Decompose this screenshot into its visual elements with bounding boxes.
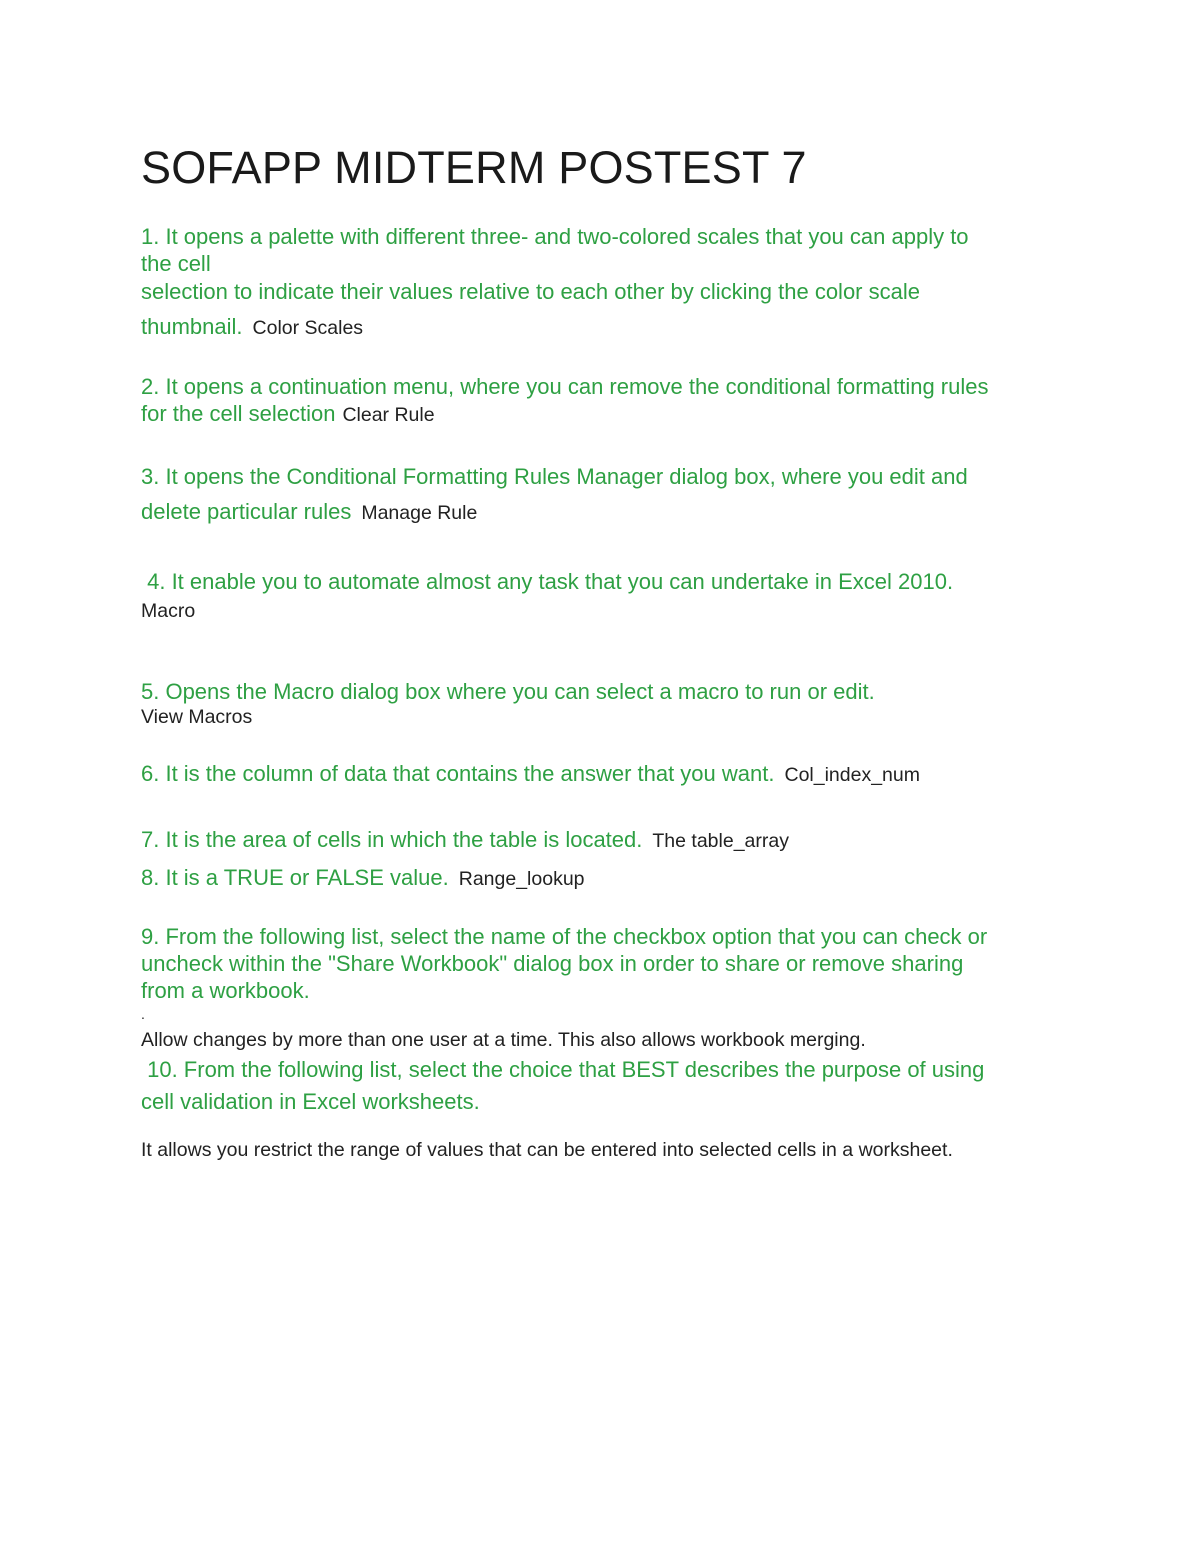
answer-10: It allows you restrict the range of values that can be entered into selected cells in a worksheet. [141, 1139, 953, 1161]
question-2-line-2-text: for the cell selection [141, 401, 336, 426]
answer-8: Range_lookup [458, 868, 585, 890]
question-4-line-1: 4. It enable you to automate almost any task that you can undertake in Excel 2010. [141, 569, 954, 594]
question-7-line-1-text: 7. It is the area of cells in which the table is located. [141, 827, 643, 852]
question-1-line-2: the cell [141, 251, 211, 276]
question-10-line-2: cell validation in Excel worksheets. [141, 1089, 480, 1114]
answer-9: Allow changes by more than one user at a time. This also allows workbook merging. [141, 1029, 866, 1051]
question-1-line-3: selection to indicate their values relative to each other by clicking the color scale [141, 279, 920, 304]
answer-6: Col_index_num [784, 764, 920, 786]
question-2-line-2 [141, 401, 435, 427]
answer-7: The table_array [652, 830, 789, 852]
question-9-line-1: 9. From the following list, select the name of the checkbox option that you can check or [141, 924, 988, 949]
question-1-line-1: 1. It opens a palette with different three- and two-colored scales that you can apply to [141, 224, 969, 249]
question-8-line-1 [141, 865, 585, 891]
question-9-line-3: from a workbook. [141, 978, 310, 1003]
question-2-line-1: 2. It opens a continuation menu, where you can remove the conditional formatting rules [141, 374, 989, 399]
answer-3: Manage Rule [361, 502, 478, 524]
answer-2: Clear Rule [342, 404, 435, 426]
question-6-line-1 [141, 761, 920, 787]
question-3-line-2-text: delete particular rules [141, 499, 352, 524]
question-1-line-4-text: thumbnail. [141, 314, 243, 339]
question-7-line-1 [141, 827, 789, 853]
answer-5: View Macros [141, 706, 253, 728]
question-3-line-1: 3. It opens the Conditional Formatting Rules Manager dialog box, where you edit and [141, 464, 968, 489]
answer-1: Color Scales [252, 317, 364, 339]
document-title: SOFAPP MIDTERM POSTEST 7 [141, 142, 807, 193]
question-10-line-1: 10. From the following list, select the choice that BEST describes the purpose of using [141, 1057, 985, 1082]
question-6-line-1-text: 6. It is the column of data that contains the answer that you want. [141, 761, 775, 786]
question-9-line-2: uncheck within the "Share Workbook" dialog box in order to share or remove sharing [141, 951, 964, 976]
question-8-line-1-text: 8. It is a TRUE or FALSE value. [141, 865, 449, 890]
question-3-line-2 [141, 499, 477, 525]
question-9-marker: . [141, 1006, 145, 1022]
question-5-line-1: 5. Opens the Macro dialog box where you can select a macro to run or edit. [141, 679, 875, 704]
answer-4: Macro [141, 600, 196, 622]
question-1-line-4 [141, 314, 363, 340]
